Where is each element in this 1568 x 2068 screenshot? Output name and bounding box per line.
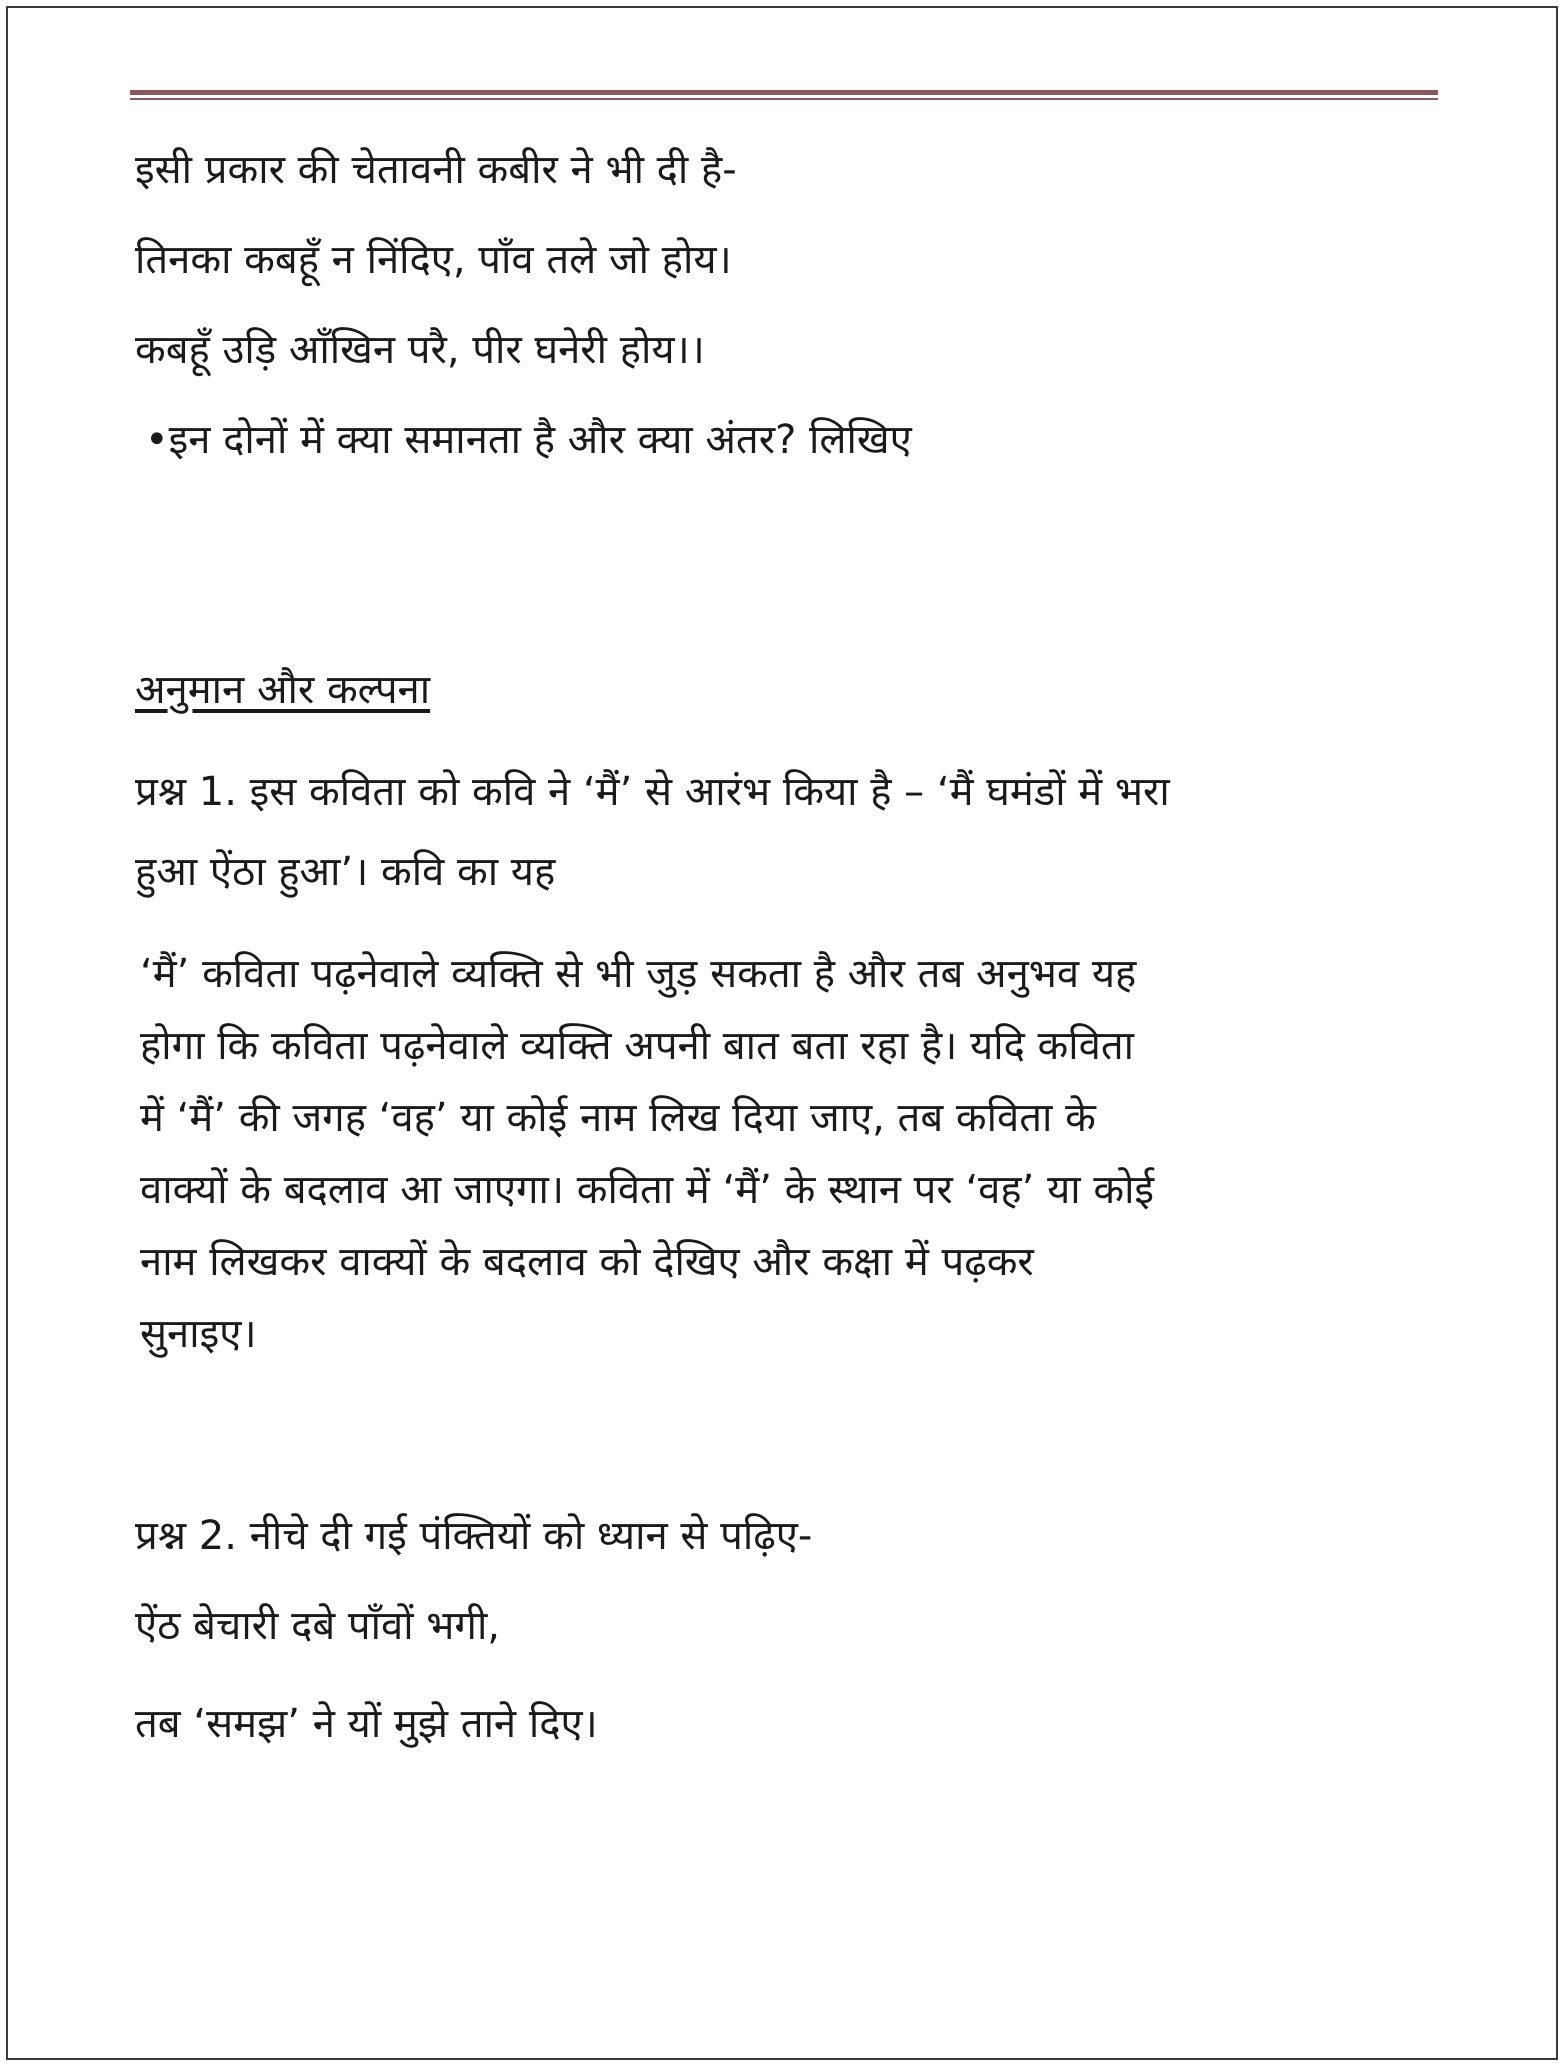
- paragraph-line: होगा कि कविता पढ़नेवाले व्यक्ति अपनी बात बता रहा है। यदि कविता: [140, 1023, 1135, 1069]
- question-2-line-1: प्रश्न 2. नीचे दी गई पंक्तियों को ध्यान से पढ़िए-: [135, 1513, 813, 1559]
- paragraph-line: वाक्यों के बदलाव आ जाएगा। कविता में ‘मैं’ के स्थान पर ‘वह’ या कोई: [140, 1167, 1155, 1213]
- header-rule: [130, 90, 1438, 101]
- question-1-paragraph: [140, 938, 1440, 1370]
- paragraph-line: ‘मैं’ कविता पढ़नेवाले व्यक्ति से भी जुड़ सकता है और तब अनुभव यह: [140, 951, 1137, 997]
- couplet-line-1: तिनका कबहूँ न निंदिए, पाँव तले जो होय।: [135, 237, 732, 283]
- header-rule-thick: [130, 90, 1438, 95]
- question-2-verse-2: तब ‘समझ’ ने यों मुझे ताने दिए।: [135, 1701, 598, 1747]
- header-rule-thin: [130, 98, 1438, 100]
- paragraph-line: सुनाइए।: [140, 1311, 257, 1357]
- section-heading: अनुमान और कल्पना: [135, 667, 431, 713]
- question-2-verse-1: ऐंठ बेचारी दबे पाँवों भगी,: [135, 1603, 501, 1649]
- paragraph-line: नाम लिखकर वाक्यों के बदलाव को देखिए और कक्षा में पढ़कर: [140, 1239, 1034, 1285]
- bullet-question: •इन दोनों में क्या समानता है और क्या अंतर? लिखिए: [145, 417, 912, 463]
- text-line-1: इसी प्रकार की चेतावनी कबीर ने भी दी है-: [135, 147, 737, 193]
- question-1-line-2: हुआ ऐंठा हुआ’। कवि का यह: [135, 849, 556, 895]
- couplet-line-2: कबहूँ उड़ि आँखिन परै, पीर घनेरी होय।।: [135, 327, 705, 373]
- question-1-line-1: प्रश्न 1. इस कविता को कवि ने ‘मैं’ से आरंभ किया है – ‘मैं घमंडों में भरा: [135, 769, 1170, 815]
- paragraph-line: में ‘मैं’ की जगह ‘वह’ या कोई नाम लिख दिया जाए, तब कविता के: [140, 1095, 1096, 1141]
